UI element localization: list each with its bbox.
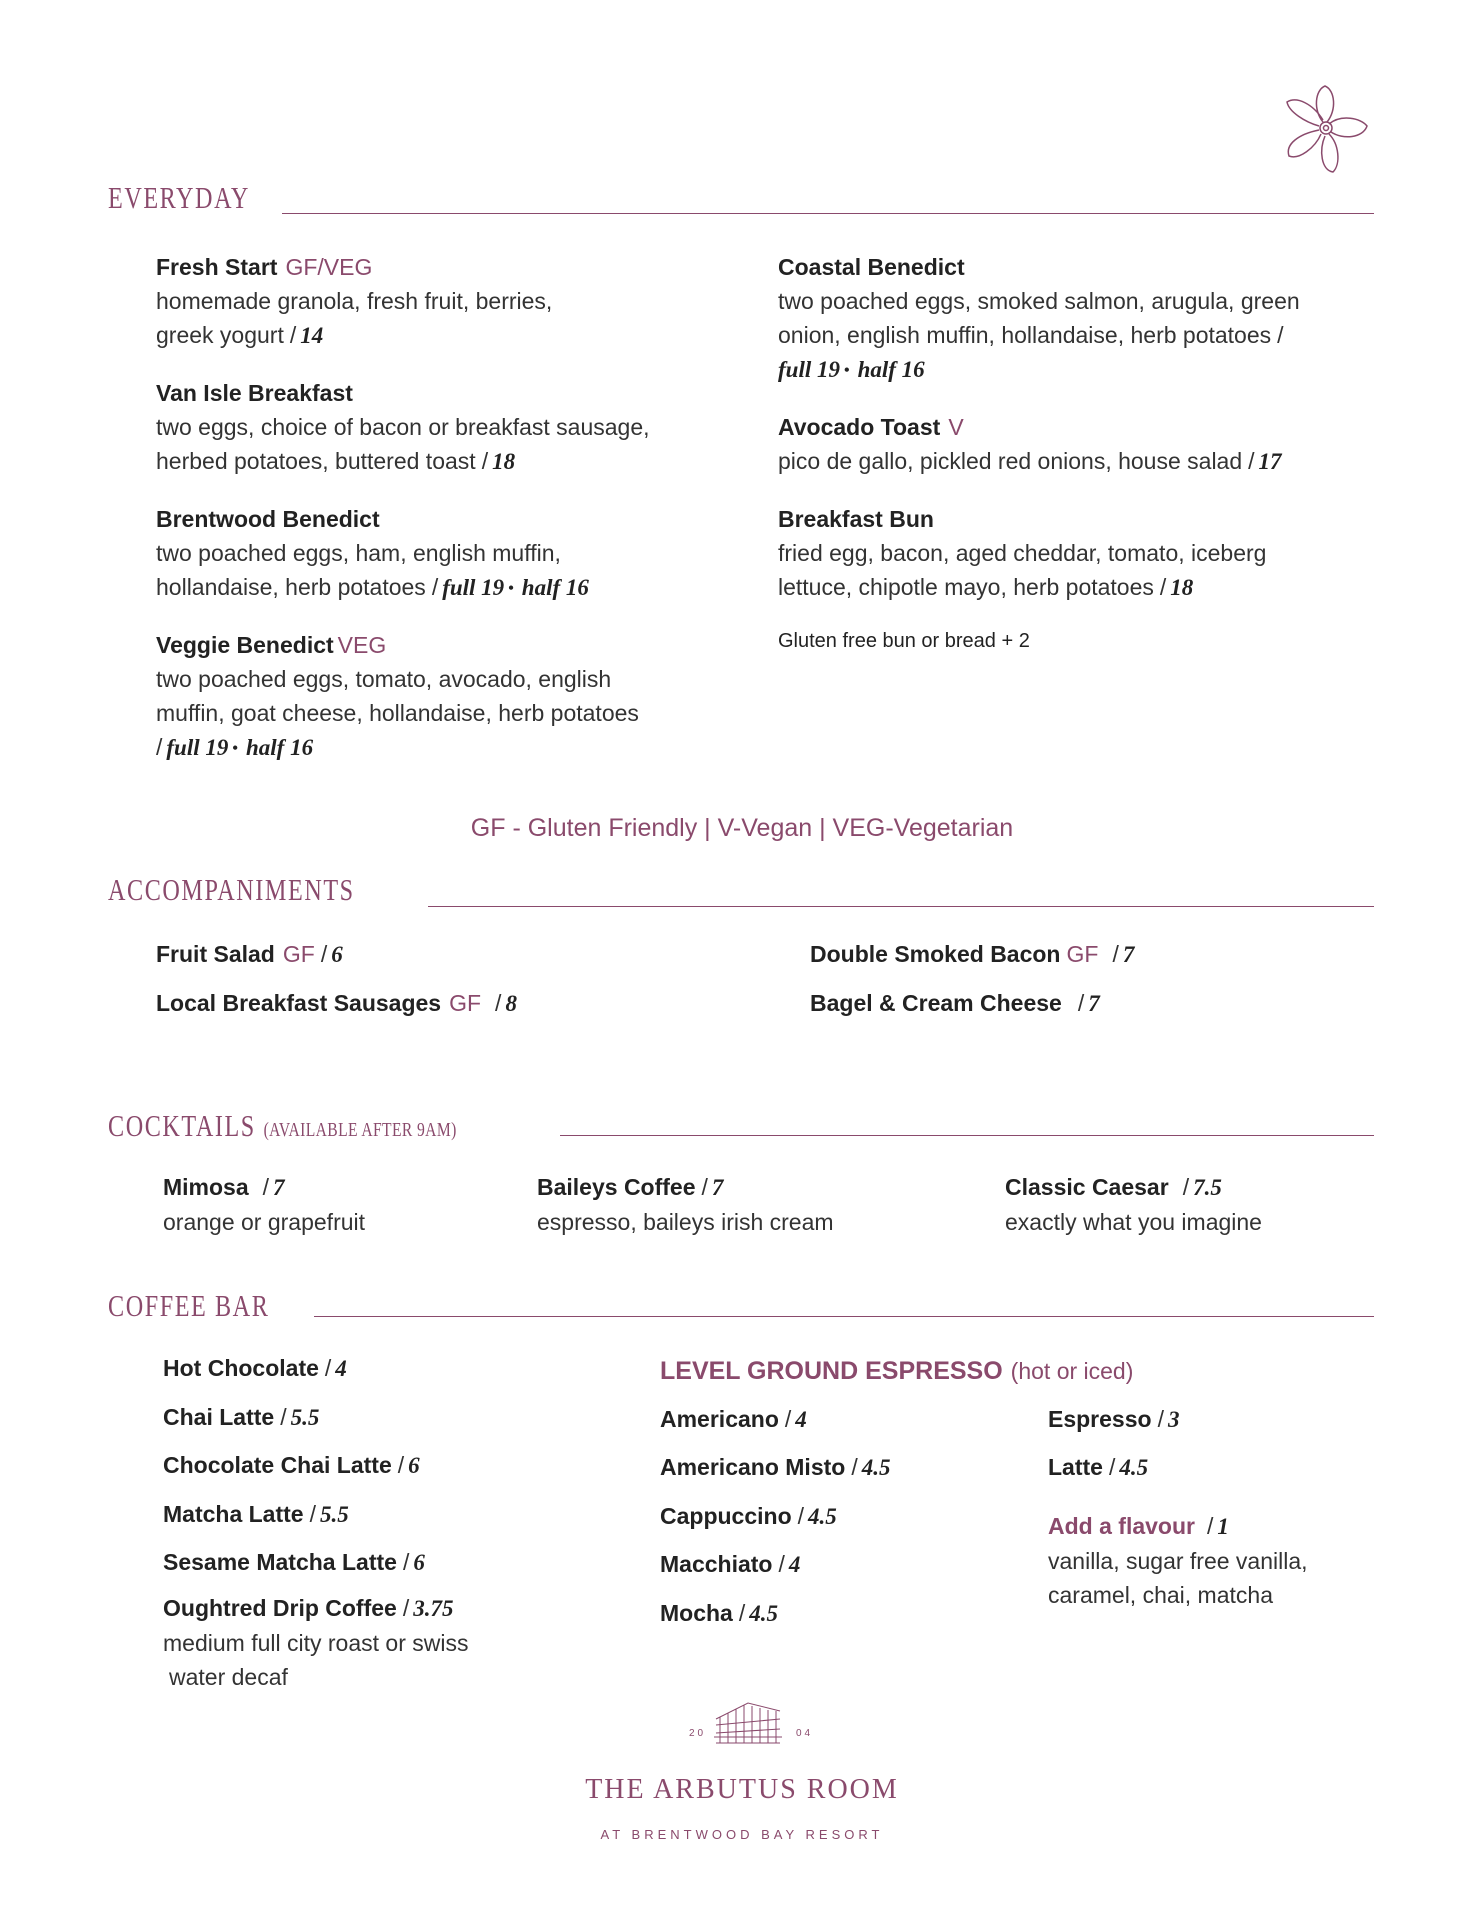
menu-item [778, 250, 1368, 388]
accompaniment-item [810, 990, 1100, 1017]
item-name: Fruit Salad [156, 941, 275, 967]
price-half: half 16 [857, 357, 925, 382]
price-separator: / [1206, 1513, 1214, 1539]
item-description: two poached eggs, smoked salmon, arugula, green [778, 288, 1300, 314]
flavour-name: Add a flavour [1048, 1513, 1195, 1539]
diet-tag: V [948, 414, 964, 440]
item-name: Mimosa [163, 1174, 249, 1200]
item-price: 6 [408, 1453, 420, 1478]
year-right: 04 [796, 1728, 814, 1739]
price-separator: / [324, 1355, 332, 1381]
coffee-item [163, 1355, 347, 1382]
item-name: Espresso [1048, 1406, 1152, 1432]
gluten-free-note: Gluten free bun or bread + 2 [778, 630, 1030, 652]
item-price: 7.5 [1193, 1175, 1222, 1200]
price-half: half 16 [521, 575, 589, 600]
accompaniments-rule [428, 906, 1374, 907]
price-separator: / [701, 1174, 708, 1200]
coffee-item [163, 1404, 319, 1431]
item-name: Chocolate Chai Latte [163, 1452, 392, 1478]
espresso-item [660, 1551, 800, 1578]
item-name: Local Breakfast Sausages [156, 990, 442, 1016]
item-name: Van Isle Breakfast [156, 380, 353, 406]
cocktails-title: COCKTAILS [108, 1108, 256, 1143]
price-separator: / [1182, 1174, 1190, 1200]
price-half: half 16 [245, 735, 314, 760]
building-logo-icon [712, 1697, 784, 1747]
price-separator: / [738, 1600, 746, 1626]
flavour-addon [1048, 1509, 1378, 1612]
item-name: Fresh Start [156, 254, 278, 280]
item-price: 18 [492, 449, 516, 474]
price-full: full 19 [778, 357, 840, 382]
item-price: 4 [788, 1552, 801, 1577]
item-name: Americano Misto [660, 1454, 846, 1480]
coffee-item [163, 1591, 583, 1694]
item-price: 6 [413, 1550, 425, 1575]
price-separator: / [1077, 990, 1085, 1016]
diet-tag: VEG [337, 632, 387, 658]
espresso-item [1048, 1406, 1179, 1433]
diet-tag: GF/VEG [285, 254, 373, 280]
item-description: onion, english muffin, hollandaise, herb potatoes [778, 322, 1272, 348]
year-left: 20 [689, 1728, 707, 1739]
accompaniments-heading: ACCOMPANIMENTS [108, 872, 355, 907]
accompaniment-item [810, 941, 1134, 968]
cocktails-rule [560, 1135, 1374, 1136]
item-name: Cappuccino [660, 1503, 792, 1529]
item-description: espresso, baileys irish cream [537, 1209, 834, 1235]
price-separator: / [156, 734, 163, 760]
diet-tag: GF [282, 941, 315, 967]
brand-name: THE ARBUTUS ROOM [585, 1774, 899, 1805]
item-price: 5.5 [319, 1502, 349, 1527]
coffee-bar-heading: COFFEE BAR [108, 1288, 270, 1323]
everyday-heading: EVERYDAY [108, 180, 250, 215]
item-description: orange or grapefruit [163, 1209, 366, 1235]
price-separator: / [1157, 1406, 1164, 1432]
item-name: Oughtred Drip Coffee [163, 1595, 397, 1621]
price-separator: / [1248, 448, 1255, 474]
menu-item [778, 410, 1368, 479]
price-separator: / [1159, 574, 1167, 600]
price-separator: / [402, 1595, 410, 1621]
item-price: 7 [273, 1175, 285, 1200]
cocktail-item [1005, 1170, 1365, 1239]
item-name: Double Smoked Bacon [810, 941, 1061, 967]
price-separator: / [778, 1551, 785, 1577]
price-full: full 19 [442, 575, 505, 600]
espresso-item [660, 1600, 778, 1627]
item-description: two eggs, choice of bacon or breakfast sausage, [156, 414, 650, 440]
everyday-rule [282, 213, 1374, 214]
espresso-item [660, 1406, 807, 1433]
accompaniment-item [156, 941, 343, 968]
item-name: Matcha Latte [163, 1501, 304, 1527]
price-separator: / [851, 1454, 858, 1480]
item-price: 7 [1088, 991, 1100, 1016]
item-price: 5.5 [290, 1405, 320, 1430]
item-price: 4.5 [808, 1504, 837, 1529]
item-price: 3 [1167, 1407, 1180, 1432]
item-name: Chai Latte [163, 1404, 275, 1430]
item-price: 4 [795, 1407, 807, 1432]
price-separator: / [1108, 1454, 1116, 1480]
espresso-item [660, 1503, 837, 1530]
price-separator: / [262, 1174, 270, 1200]
price-separator: / [1277, 322, 1284, 348]
accompaniment-item [156, 990, 517, 1017]
item-description: greek yogurt [156, 322, 284, 348]
espresso-item [1048, 1454, 1148, 1481]
brand-subtitle: AT BRENTWOOD BAY RESORT [600, 1827, 884, 1842]
item-name: Bagel & Cream Cheese [810, 990, 1062, 1016]
price-separator: / [481, 448, 489, 474]
item-price: 4.5 [1119, 1455, 1149, 1480]
price-separator: / [402, 1549, 410, 1575]
item-name: Baileys Coffee [537, 1174, 696, 1200]
item-description: exactly what you imagine [1005, 1209, 1262, 1235]
coffee-bar-rule [314, 1316, 1374, 1317]
item-description: two poached eggs, ham, english muffin, [156, 540, 561, 566]
item-name: Veggie Benedict [156, 632, 334, 658]
coffee-item [163, 1549, 425, 1576]
price-separator: / [1112, 941, 1119, 967]
item-name: Macchiato [660, 1551, 773, 1577]
espresso-title: LEVEL GROUND ESPRESSO [660, 1357, 1003, 1385]
item-description: fried egg, bacon, aged cheddar, tomato, iceberg [778, 540, 1267, 566]
item-price: 17 [1258, 449, 1282, 474]
price-separator: / [495, 990, 502, 1016]
coffee-item [163, 1501, 349, 1528]
item-name: Coastal Benedict [778, 254, 965, 280]
item-name: Mocha [660, 1600, 733, 1626]
item-description: lettuce, chipotle mayo, herb potatoes [778, 574, 1154, 600]
item-price: 1 [1217, 1514, 1229, 1539]
price-separator: / [320, 941, 328, 967]
item-price: 8 [505, 991, 517, 1016]
menu-item [156, 502, 716, 606]
item-price: 4.5 [749, 1601, 778, 1626]
item-name: Classic Caesar [1005, 1174, 1169, 1200]
item-price: 3.75 [413, 1596, 454, 1621]
item-price: 4.5 [861, 1455, 891, 1480]
item-name: Latte [1048, 1454, 1103, 1480]
menu-item [156, 628, 736, 766]
item-name: Brentwood Benedict [156, 506, 380, 532]
item-name: Sesame Matcha Latte [163, 1549, 397, 1575]
price-separator: / [280, 1404, 287, 1430]
item-description: two poached eggs, tomato, avocado, english [156, 666, 612, 692]
price-separator: / [309, 1501, 316, 1527]
diet-tag: GF [1066, 941, 1099, 967]
price-separator: / [784, 1406, 792, 1432]
item-description: caramel, chai, matcha [1048, 1582, 1273, 1608]
price-separator: / [431, 574, 439, 600]
item-description: hollandaise, herb potatoes [156, 574, 426, 600]
espresso-heading [660, 1357, 1133, 1386]
item-description: homemade granola, fresh fruit, berries, [156, 288, 553, 314]
item-description: muffin, goat cheese, hollandaise, herb potatoes [156, 700, 639, 726]
item-description: medium full city roast or swiss [163, 1630, 469, 1656]
item-price: 4 [335, 1356, 347, 1381]
item-price: 14 [300, 323, 324, 348]
item-name: Breakfast Bun [778, 506, 934, 532]
item-price: 6 [331, 942, 343, 967]
cocktail-item [163, 1170, 503, 1239]
price-separator: / [797, 1503, 805, 1529]
item-description: water decaf [169, 1664, 288, 1690]
price-full: full 19 [166, 735, 229, 760]
item-description: pico de gallo, pickled red onions, house salad [778, 448, 1243, 474]
item-name: Avocado Toast [778, 414, 941, 440]
menu-item [156, 250, 716, 353]
item-description: herbed potatoes, buttered toast [156, 448, 476, 474]
bullet-icon: • [843, 361, 850, 379]
bullet-icon: • [508, 579, 514, 597]
price-separator: / [397, 1452, 405, 1478]
cocktails-heading [108, 1108, 457, 1144]
item-price: 7 [1122, 942, 1135, 967]
item-name: Americano [660, 1406, 779, 1432]
cocktails-subtitle: (AVAILABLE AFTER 9AM) [263, 1119, 457, 1141]
price-separator: / [289, 322, 297, 348]
item-name: Hot Chocolate [163, 1355, 319, 1381]
item-price: 7 [711, 1175, 724, 1200]
diet-tag: GF [449, 990, 482, 1016]
menu-item [778, 502, 1368, 605]
item-price: 18 [1170, 575, 1194, 600]
cocktail-item [537, 1170, 957, 1239]
coffee-item [163, 1452, 420, 1479]
espresso-item [660, 1454, 890, 1481]
bullet-icon: • [232, 739, 238, 757]
espresso-note: (hot or iced) [1010, 1358, 1134, 1384]
diet-legend: GF - Gluten Friendly | V-Vegan | VEG-Vegetarian [470, 814, 1014, 842]
flower-logo-icon [1275, 82, 1375, 177]
item-description: vanilla, sugar free vanilla, [1048, 1548, 1308, 1574]
menu-item [156, 376, 716, 479]
